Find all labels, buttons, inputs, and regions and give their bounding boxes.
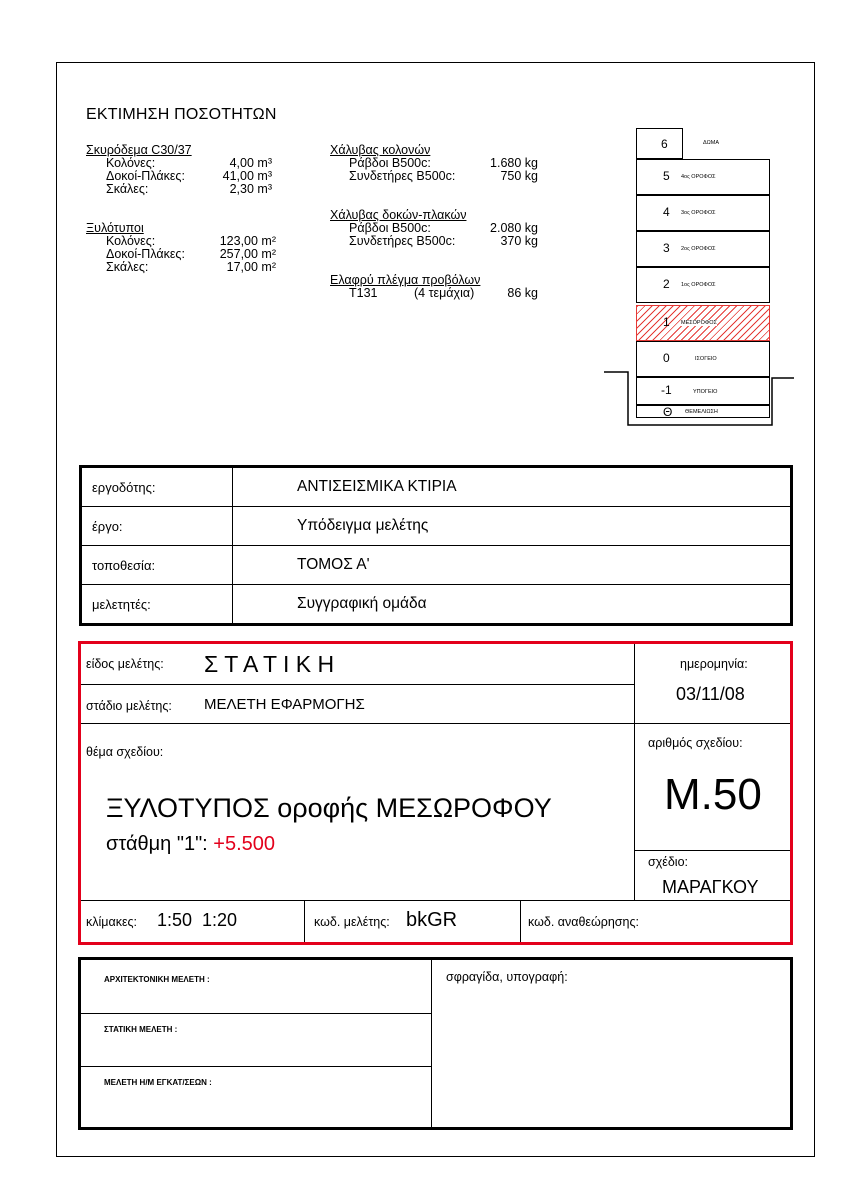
- floor-2: [636, 267, 770, 303]
- study-code-value: bkGR: [406, 909, 458, 931]
- formwork-value-1: 257,00 m²: [219, 247, 276, 261]
- drawing-number-value: Μ.50: [664, 770, 762, 819]
- project-label: έργο:: [81, 507, 233, 546]
- table-row: [81, 467, 792, 507]
- designers-value: Συγγραφική ομάδα: [233, 585, 792, 625]
- steel-beams-title: Χάλυβας δοκών-πλακών: [330, 208, 467, 222]
- date-value: 03/11/08: [676, 684, 745, 704]
- floor-5: [636, 159, 770, 195]
- study-type-value: Σ Τ Α Τ Ι Κ Η: [204, 651, 335, 677]
- floor-4: [636, 195, 770, 231]
- mesh-title: Ελαφρύ πλέγμα προβόλων: [330, 273, 481, 287]
- floor-4-num: 4: [663, 205, 670, 219]
- subject-label: θέμα σχεδίου:: [86, 745, 164, 759]
- scales-value: 1:50 1:20: [157, 910, 238, 930]
- concrete-value-0: 4,00 m³: [229, 156, 272, 170]
- mesh-pieces: (4 τεμάχια): [414, 286, 475, 300]
- floor-3-label: 2ος ΟΡΟΦΟΣ: [681, 246, 716, 252]
- client-value: ΑΝΤΙΣΕΙΣΜΙΚΑ ΚΤΙΡΙΑ: [233, 467, 792, 507]
- mesh-value: 86 kg: [507, 286, 538, 300]
- architectural-study-label: ΑΡΧΙΤΕΚΤΟΝΙΚΗ ΜΕΛΕΤΗ :: [104, 975, 210, 984]
- drawn-by-value: ΜΑΡΑΓΚΟΥ: [662, 877, 759, 897]
- steel-beams-label-1: Συνδετήρες B500c:: [349, 234, 456, 248]
- study-type-label: είδος μελέτης:: [86, 657, 164, 671]
- drawn-by-label: σχέδιο:: [648, 855, 689, 869]
- floor-0-num: 0: [663, 351, 670, 365]
- divider: [634, 850, 790, 851]
- concrete-label-1: Δοκοί-Πλάκες:: [106, 169, 185, 183]
- floor-6: [636, 128, 683, 159]
- steel-columns-value-1: 750 kg: [500, 169, 538, 183]
- formwork-label-1: Δοκοί-Πλάκες:: [106, 247, 185, 261]
- steel-columns-value-0: 1.680 kg: [490, 156, 538, 170]
- formwork-value-2: 17,00 m²: [226, 260, 276, 274]
- divider: [81, 1066, 431, 1067]
- subject-level-line: [106, 833, 275, 856]
- floor-foundation-label: ΘΕΜΕΛΙΩΣΗ: [685, 409, 718, 415]
- steel-beams-value-0: 2.080 kg: [490, 221, 538, 235]
- divider: [634, 644, 635, 900]
- divider: [81, 723, 790, 724]
- mesh-code: T131: [349, 286, 378, 300]
- concrete-value-2: 2,30 m³: [229, 182, 272, 196]
- table-row: [81, 546, 792, 585]
- floor-basement-num: -1: [661, 383, 672, 397]
- steel-columns-label-0: Ράβδοι B500c:: [349, 156, 431, 170]
- formwork-title: Ξυλότυποι: [86, 221, 144, 235]
- revision-code-label: κωδ. αναθεώρησης:: [528, 915, 639, 929]
- divider: [81, 684, 634, 685]
- divider: [520, 900, 521, 942]
- floor-foundation-num: Θ: [663, 405, 673, 419]
- project-value: Υπόδειγμα μελέτης: [233, 507, 792, 546]
- formwork-value-0: 123,00 m²: [219, 234, 276, 248]
- concrete-label-0: Κολόνες:: [106, 156, 156, 170]
- floor-4-label: 3ος ΟΡΟΦΟΣ: [681, 210, 716, 216]
- floor-2-label: 1ος ΟΡΟΦΟΣ: [681, 282, 716, 288]
- scales-label: κλίμακες:: [86, 915, 138, 929]
- steel-columns-title: Χάλυβας κολονών: [330, 143, 431, 157]
- floor-2-num: 2: [663, 277, 670, 291]
- quantities-title: ΕΚΤΙΜΗΣΗ ΠΟΣΟΤΗΤΩΝ: [86, 106, 277, 123]
- study-stage-label: στάδιο μελέτης:: [86, 699, 172, 713]
- subject-level-value: +5.500: [213, 833, 276, 855]
- divider: [304, 900, 305, 942]
- steel-beams-value-1: 370 kg: [500, 234, 538, 248]
- study-stage-value: ΜΕΛΕΤΗ ΕΦΑΡΜΟΓΗΣ: [204, 696, 365, 713]
- table-row: [81, 507, 792, 546]
- subject-level-label: στάθμη "1":: [106, 833, 208, 855]
- steel-columns-label-1: Συνδετήρες B500c:: [349, 169, 456, 183]
- structural-study-label: ΣΤΑΤΙΚΗ ΜΕΛΕΤΗ :: [104, 1025, 178, 1034]
- concrete-value-1: 41,00 m³: [222, 169, 272, 183]
- floor-5-num: 5: [663, 169, 670, 183]
- floor-0-label: ΙΣΟΓΕΙΟ: [695, 356, 717, 362]
- location-label: τοποθεσία:: [81, 546, 233, 585]
- floor-1-highlighted: [636, 305, 770, 341]
- floor-6-label: ΔΩΜΑ: [703, 140, 720, 146]
- table-row: [81, 585, 792, 625]
- formwork-label-0: Κολόνες:: [106, 234, 156, 248]
- concrete-label-2: Σκάλες:: [106, 182, 149, 196]
- floor-3: [636, 231, 770, 267]
- floor-5-label: 4ος ΟΡΟΦΟΣ: [681, 174, 716, 180]
- divider: [81, 900, 790, 901]
- study-code-label: κωδ. μελέτης:: [314, 915, 390, 929]
- drawing-number-label: αριθμός σχεδίου:: [648, 736, 743, 750]
- mep-study-label: ΜΕΛΕΤΗ Η/Μ ΕΓΚΑΤ/ΣΕΩΝ :: [104, 1078, 212, 1087]
- ground-line-graphic: [600, 360, 800, 430]
- floor-6-num: 6: [661, 137, 668, 151]
- date-label: ημερομηνία:: [680, 657, 748, 671]
- location-value: ΤΟΜΟΣ Α': [233, 546, 792, 585]
- client-label: εργοδότης:: [81, 467, 233, 507]
- floor-3-num: 3: [663, 241, 670, 255]
- formwork-label-2: Σκάλες:: [106, 260, 149, 274]
- divider: [81, 1013, 431, 1014]
- floor-basement-label: ΥΠΟΓΕΙΟ: [693, 389, 718, 395]
- divider: [431, 960, 432, 1127]
- floor-1-num: 1: [663, 315, 670, 329]
- concrete-title: Σκυρόδεμα C30/37: [86, 143, 192, 157]
- stamp-signature-label: σφραγίδα, υπογραφή:: [446, 970, 568, 984]
- project-info-table: [79, 465, 793, 626]
- steel-beams-label-0: Ράβδοι B500c:: [349, 221, 431, 235]
- designers-label: μελετητές:: [81, 585, 233, 625]
- subject-title: ΞΥΛΟΤΥΠΟΣ οροφής ΜΕΣΩΡΟΦΟΥ: [106, 793, 552, 823]
- floor-1-label: ΜΕΣΟΡΟΦΟΣ: [681, 320, 717, 326]
